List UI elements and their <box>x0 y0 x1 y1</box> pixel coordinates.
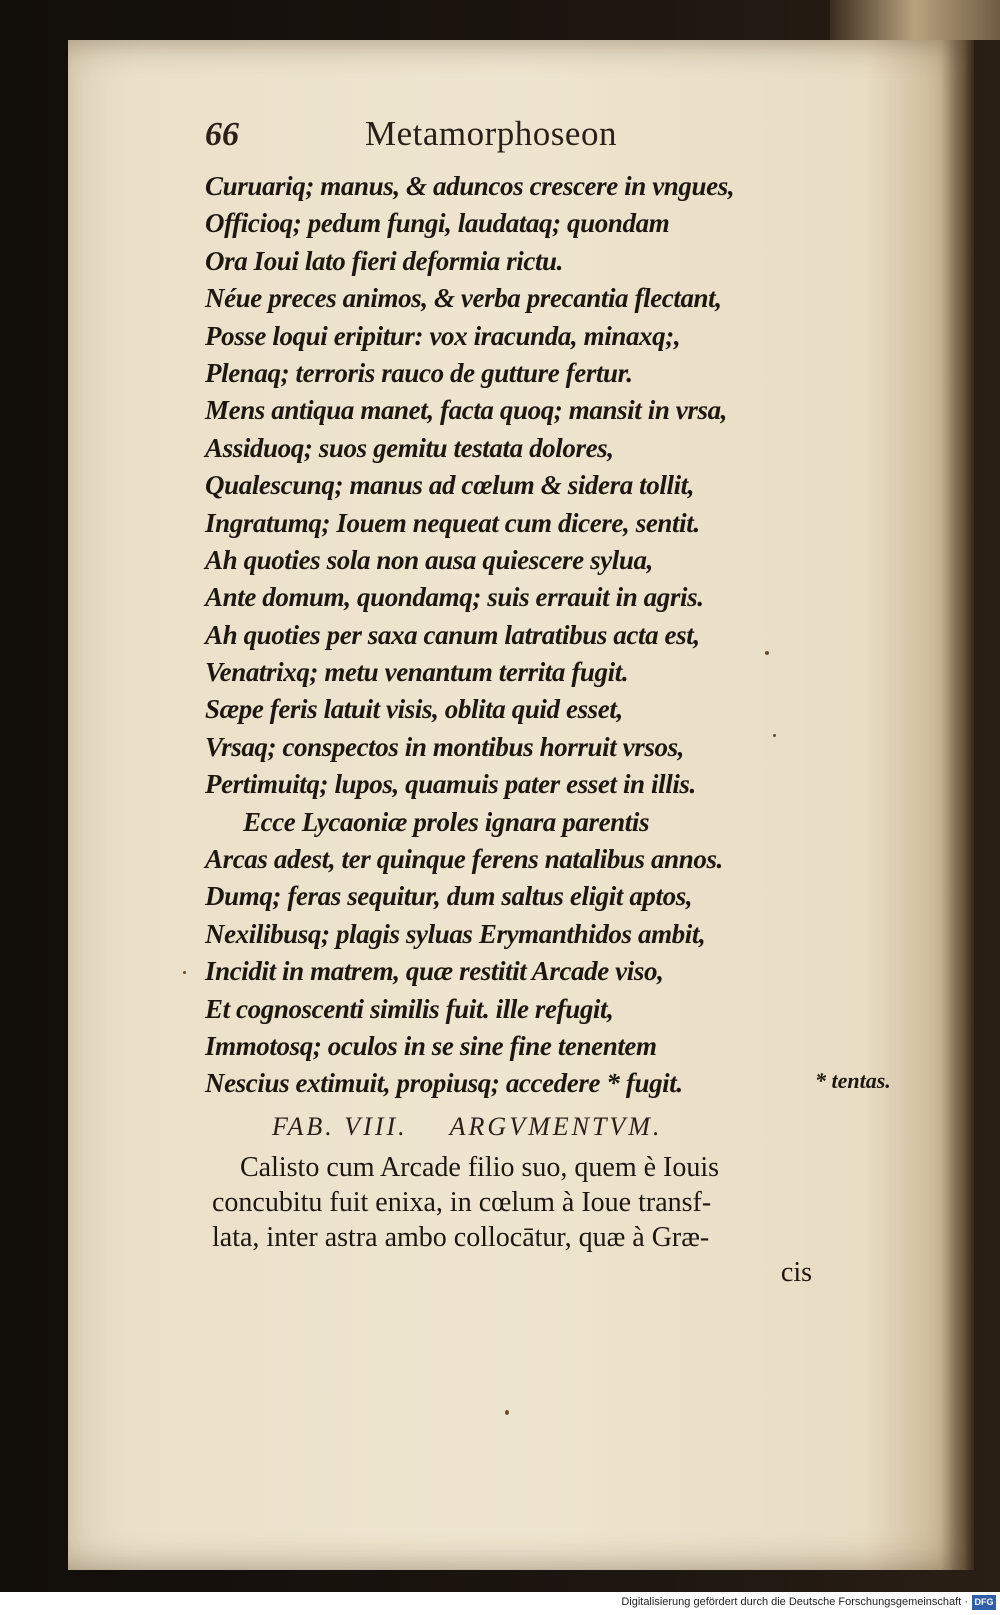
verse-line: Ante domum, quondamq; suis errauit in agris. <box>205 582 704 613</box>
catchword: cis <box>780 1257 812 1288</box>
verse-line: Mens antiqua manet, facta quoq; mansit in vrsa, <box>205 395 728 426</box>
verse-line: Posse loqui eripitur: vox iracunda, minaxq;, <box>205 320 681 351</box>
verse-line: Ora Ioui lato fieri deformia rictu. <box>205 245 564 276</box>
page-gutter-shadow <box>940 40 974 1570</box>
verse-line: Assiduoq; suos gemitu testata dolores, <box>205 432 614 463</box>
verse-line: Officioq; pedum fungi, laudataq; quondam <box>205 208 670 239</box>
verse-line: Ah quoties sola non ausa quiescere sylua, <box>205 544 653 575</box>
verse-line: Nexilibusq; plagis syluas Erymanthidos ambit, <box>205 918 706 949</box>
argument-line: lata, inter astra ambo collocātur, quæ à Græ- <box>212 1222 710 1253</box>
argument-line: Calisto cum Arcade filio suo, quem è Iouis <box>240 1152 720 1183</box>
verse-line: Arcas adest, ter quinque ferens natalibus annos. <box>205 844 723 875</box>
verse-line: Immotosq; oculos in se sine fine tenentem <box>205 1030 657 1061</box>
verse-line: Néue preces animos, & verba precantia flectant, <box>205 283 722 314</box>
footer-bar <box>0 1592 1000 1615</box>
verse-line: Et cognoscenti similis fuit. ille refugit, <box>205 993 614 1024</box>
verse-line: Incidit in matrem, quæ restitit Arcade viso, <box>205 956 664 987</box>
verse-line: Ecce Lycaoniæ proles ignara parentis <box>243 806 650 837</box>
verse-line: Dumq; feras sequitur, dum saltus eligit aptos, <box>205 881 693 912</box>
paper-speck <box>183 971 186 974</box>
verse-line: Sæpe feris latuit visis, oblita quid esset, <box>205 694 623 725</box>
verse-line: Pertimuitq; lupos, quamuis pater esset in illis. <box>205 769 696 800</box>
argument-paragraph <box>212 1150 812 1290</box>
dfg-logo-icon: DFG <box>972 1595 996 1610</box>
fable-label: FAB. VIII. <box>272 1112 408 1141</box>
verse-line: Venatrixq; metu venantum territa fugit. <box>205 657 629 688</box>
fable-heading <box>272 1112 662 1142</box>
verse-line: Nescius extimuit, propiusq; accedere * fugit. <box>205 1068 683 1099</box>
paper-speck <box>505 1410 509 1415</box>
verse-line: Plenaq; terroris rauco de gutture fertur. <box>205 357 633 388</box>
verse-line: Ingratumq; Iouem nequeat cum dicere, sentit. <box>205 507 700 538</box>
margin-note: * tentas. <box>815 1068 891 1093</box>
page-number: 66 <box>205 116 239 153</box>
verse-line: Ah quoties per saxa canum latratibus acta est, <box>205 619 700 650</box>
page-header <box>205 116 765 160</box>
next-page-corner <box>830 0 1000 40</box>
footer-credit: Digitalisierung gefördert durch die Deutsche Forschungsgemeinschaft · <box>621 1596 968 1608</box>
verse-line: Qualescunq; manus ad cœlum & sidera tollit, <box>205 470 695 501</box>
verse-line: Curuariq; manus, & aduncos crescere in vngues, <box>205 171 735 201</box>
verse-text <box>205 168 825 1103</box>
fable-title: ARGVMENTVM. <box>449 1112 663 1141</box>
verse-line: Vrsaq; conspectos in montibus horruit vrsos, <box>205 731 685 762</box>
running-title: Metamorphoseon <box>365 114 617 153</box>
argument-line: concubitu fuit enixa, in cœlum à Ioue transf- <box>212 1187 712 1218</box>
